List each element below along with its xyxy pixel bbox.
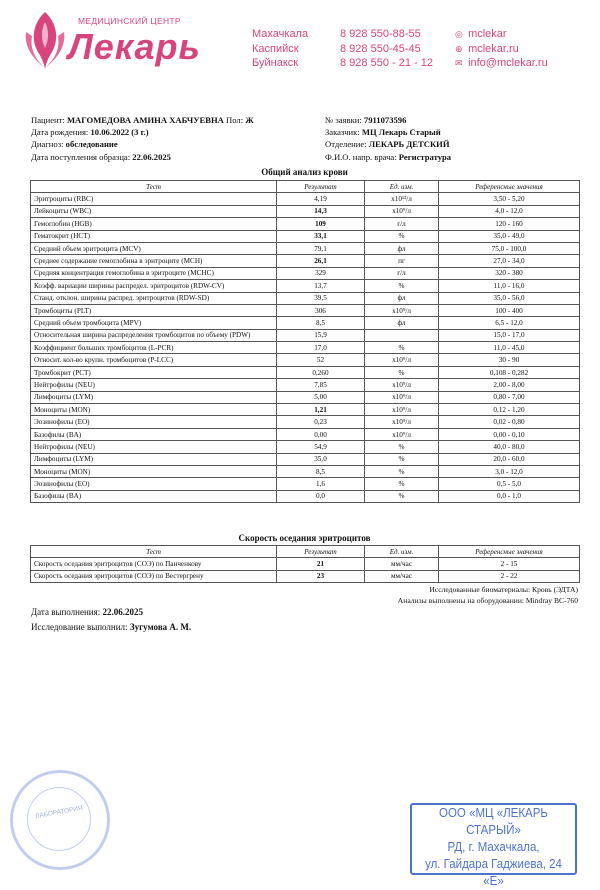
cell-unit: х10⁹/л [365,404,439,416]
table-row [31,441,580,453]
cell-result: 8,5 [277,465,365,477]
cell-test: Эозинофилы (EO) [31,478,277,490]
cell-test: Эозинофилы (EO) [31,416,277,428]
cell-result: 21 [277,558,365,570]
cell-unit: % [365,441,439,453]
instagram-icon: ◎ [455,29,463,39]
cell-result: 1,6 [277,478,365,490]
cell-result: 15,9 [277,329,365,341]
biomaterial-note: Исследованные биоматериалы: Кровь (ЭДТА) [429,585,578,594]
cell-result: 0,0 [277,490,365,502]
cell-test: Гематокрит (HCT) [31,230,277,242]
cell-result: 8,5 [277,317,365,329]
patient-info: Пациент: МАГОМЕДОВА АМИНА ХАБЧУЕВНА Пол: Ж Дата рождения: 10.06.2022 (3 г.) Диагноз: обследование Дата поступления образца: 22.06.2025 [31,115,254,162]
table-row [31,218,580,230]
cell-result: 35,0 [277,453,365,465]
cell-ref: 2 - 22 [439,570,580,582]
cell-ref: 2 - 15 [439,558,580,570]
cell-unit: х10⁹/л [365,304,439,316]
department: ЛЕКАРЬ ДЕТСКИЙ [368,139,450,150]
cell-unit: фл [365,242,439,254]
cell-test: Лимфоциты (LYM) [31,391,277,403]
cell-test: Тромбоциты (PLT) [31,304,277,316]
table-row [31,558,580,570]
cell-test: Скорость оседания эритроцитов (СОЭ) по Панченкову [31,558,277,570]
logo-title: Лекарь [68,26,201,67]
mail-icon: ✉ [455,58,463,68]
table-row [31,354,580,366]
clinic-logo [20,8,230,78]
cell-unit: % [365,478,439,490]
cell-unit: фл [365,292,439,304]
cell-ref: 100 - 400 [439,304,580,316]
cell-test: Коэфф. вариации ширины распредел. эритроцитов (RDW-CV) [31,280,277,292]
cell-result: 0,00 [277,428,365,440]
table-row [31,242,580,254]
cell-result: 109 [277,218,365,230]
cell-ref: 0,12 - 1,20 [439,404,580,416]
cell-result: 0,23 [277,416,365,428]
logo-subtitle: МЕДИЦИНСКИЙ ЦЕНТР [78,16,181,26]
client-name: МЦ Лекарь Старый [361,127,441,138]
cbc-table [30,180,580,503]
col-unit: Ед. изм. [365,546,439,558]
cell-unit: % [365,465,439,477]
phone-item: 8 928 550-88-55 [340,28,421,40]
cell-unit: х10⁹/л [365,205,439,217]
cell-test: Гемоглобин (HGB) [31,218,277,230]
cell-test: Моноциты (MON) [31,404,277,416]
table-row [31,416,580,428]
cell-result: 54,9 [277,441,365,453]
contact-website[interactable]: ⊕ mclekar.ru [455,42,519,55]
city-item: Буйнакск [252,57,299,69]
phone-item: 8 928 550 - 21 - 12 [340,57,433,69]
cell-result: 33,1 [277,230,365,242]
contact-list [455,27,548,71]
cell-test: Средний объем тромбоцита (MPV) [31,317,277,329]
cell-unit: % [365,342,439,354]
cell-unit: х10¹²/л [365,193,439,205]
patient-sex: Ж [245,115,254,125]
cell-unit: фл [365,317,439,329]
sample-date: 22.06.2025 [132,151,171,162]
table-row [31,255,580,267]
cell-unit: пг [365,255,439,267]
table-row [31,570,580,582]
cell-test: Эритроциты (RBC) [31,193,277,205]
cell-unit: % [365,453,439,465]
cell-test: Скорость оседания эритроцитов (СОЭ) по Вестергрену [31,570,277,582]
cell-unit: х10⁹/л [365,354,439,366]
cell-result: 52 [277,354,365,366]
cell-test: Нейтрофилы (NEU) [31,379,277,391]
cell-ref: 35,0 - 49,0 [439,230,580,242]
city-item: Каспийск [252,42,299,55]
table-row [31,404,580,416]
cell-result: 17,0 [277,342,365,354]
cell-unit: х10⁹/л [365,416,439,428]
phone-list [340,27,433,71]
laboratory-round-stamp: ЛАБОРАТОРИЯ [10,770,110,870]
table-row [31,304,580,316]
table-row [31,465,580,477]
table-row [31,230,580,242]
completion-date: Дата выполнения: 22.06.2025 [31,607,144,617]
col-test: Тест [31,546,277,558]
clinic-address-stamp: ООО «МЦ «ЛЕКАРЬ СТАРЫЙ» РД, г. Махачкала, ул. Гайдара Гаджиева, 24 «Е» [410,803,577,875]
cell-ref: 2,00 - 8,00 [439,379,580,391]
cell-ref: 0,80 - 7,00 [439,391,580,403]
table-row [31,391,580,403]
cell-result: 39,5 [277,292,365,304]
phone-item: 8 928 550-45-45 [340,42,421,55]
cell-test: Средний объем эритроцита (MCV) [31,242,277,254]
cell-test: Среднее содержание гемоглобина в эритроците (MCH) [31,255,277,267]
cell-result: 306 [277,304,365,316]
cell-test: Базофилы (BA) [31,490,277,502]
cell-ref: 120 - 160 [439,218,580,230]
cell-result: 7,85 [277,379,365,391]
table-row [31,317,580,329]
cell-unit: г/л [365,267,439,279]
city-item: Махачкала [252,28,309,40]
cell-ref: 27,0 - 34,0 [439,255,580,267]
cell-ref: 0,02 - 0,80 [439,416,580,428]
cbc-title: Общий анализ крови [261,167,348,177]
cell-unit: % [365,490,439,502]
cell-test: Лимфоциты (LYM) [31,453,277,465]
cell-ref: 35,0 - 56,0 [439,292,580,304]
table-header-row [31,181,580,193]
cell-ref: 0,108 - 0,282 [439,366,580,378]
esr-table [30,545,580,583]
table-row [31,193,580,205]
equipment-note: Анализы выполнены на оборудовании: Mindray BC-760 [397,596,578,605]
col-ref: Референсные значения [439,181,580,193]
cell-result: 1,21 [277,404,365,416]
cell-unit: % [365,230,439,242]
esr-title: Скорость оседания эритроцитов [238,533,371,543]
table-row [31,205,580,217]
table-row [31,366,580,378]
cell-unit: х10⁹/л [365,428,439,440]
cell-test: Относит. кол-во крупн. тромбоцитов (P-LCC) [31,354,277,366]
cell-test: Коэффициент больших тромбоцитов (L-PCR) [31,342,277,354]
cell-unit: мм/час [365,570,439,582]
cell-ref: 11,0 - 45,0 [439,342,580,354]
cell-ref: 40,0 - 80,0 [439,441,580,453]
order-info: № заявки: 7911073596 Заказчик: МЦ Лекарь Старый Отделение: ЛЕКАРЬ ДЕТСКИЙ Ф.И.О. напр. врача: Регистратура [325,115,452,162]
cell-ref: 75,0 - 100,0 [439,242,580,254]
flower-logo-icon [20,8,70,72]
cell-ref: 0,00 - 0,10 [439,428,580,440]
table-row [31,267,580,279]
col-test: Тест [31,181,277,193]
cell-test: Лейкоциты (WBC) [31,205,277,217]
patient-dob: 10.06.2022 (3 г.) [90,127,149,138]
contact-instagram[interactable]: ◎ mclekar [455,28,507,40]
cell-result: 79,1 [277,242,365,254]
cell-ref: 6,5 - 12,0 [439,317,580,329]
patient-name: МАГОМЕДОВА АМИНА ХАБЧУЕВНА [66,115,224,125]
cell-ref: 3,0 - 12,0 [439,465,580,477]
cell-ref: 20,0 - 60,0 [439,453,580,465]
col-unit: Ед. изм. [365,181,439,193]
cell-ref: 11,0 - 16,0 [439,280,580,292]
cell-unit: г/л [365,218,439,230]
table-row [31,379,580,391]
cell-test: Относительная ширина распределения тромбоцитов по объему (PDW) [31,329,277,341]
table-row [31,428,580,440]
cell-unit: х10⁹/л [365,379,439,391]
cell-unit: % [365,366,439,378]
contact-email[interactable]: ✉ info@mclekar.ru [455,57,548,69]
referring-doctor: Регистратура [398,151,452,162]
cell-result: 4,19 [277,193,365,205]
cell-ref: 3,50 - 5,20 [439,193,580,205]
order-number: 7911073596 [363,115,407,125]
cell-test: Нейтрофилы (NEU) [31,441,277,453]
cell-unit: % [365,280,439,292]
cell-result: 26,1 [277,255,365,267]
cell-unit [365,329,439,341]
web-icon: ⊕ [455,43,463,54]
city-list [252,27,308,71]
table-row [31,478,580,490]
cell-result: 23 [277,570,365,582]
cell-ref: 15,0 - 17,0 [439,329,580,341]
cell-ref: 4,0 - 12,0 [439,205,580,217]
cell-test: Тромбокрит (PCT) [31,366,277,378]
table-row [31,453,580,465]
table-row [31,342,580,354]
table-row [31,490,580,502]
cell-test: Моноциты (MON) [31,465,277,477]
cell-result: 14,3 [277,205,365,217]
table-header-row [31,546,580,558]
patient-diagnosis: обследование [65,139,118,150]
cell-result: 13,7 [277,280,365,292]
table-row [31,292,580,304]
cell-result: 0,260 [277,366,365,378]
cell-ref: 0,5 - 5,0 [439,478,580,490]
cell-test: Станд. отклон. ширины распред. эритроцитов (RDW-SD) [31,292,277,304]
performed-by: Исследование выполнил: Зугумова А. М. [31,622,192,632]
cell-ref: 0,0 - 1,0 [439,490,580,502]
col-result: Результат [277,181,365,193]
cell-ref: 30 - 90 [439,354,580,366]
cell-unit: мм/час [365,558,439,570]
col-result: Результат [277,546,365,558]
table-row [31,329,580,341]
cell-ref: 320 - 380 [439,267,580,279]
letterhead [0,0,600,90]
cell-result: 5,00 [277,391,365,403]
col-ref: Референсные значения [439,546,580,558]
cell-result: 329 [277,267,365,279]
cell-test: Базофилы (BA) [31,428,277,440]
table-row [31,280,580,292]
cell-unit: х10⁹/л [365,391,439,403]
cell-test: Средняя концентрация гемоглобина в эритроците (MCHC) [31,267,277,279]
